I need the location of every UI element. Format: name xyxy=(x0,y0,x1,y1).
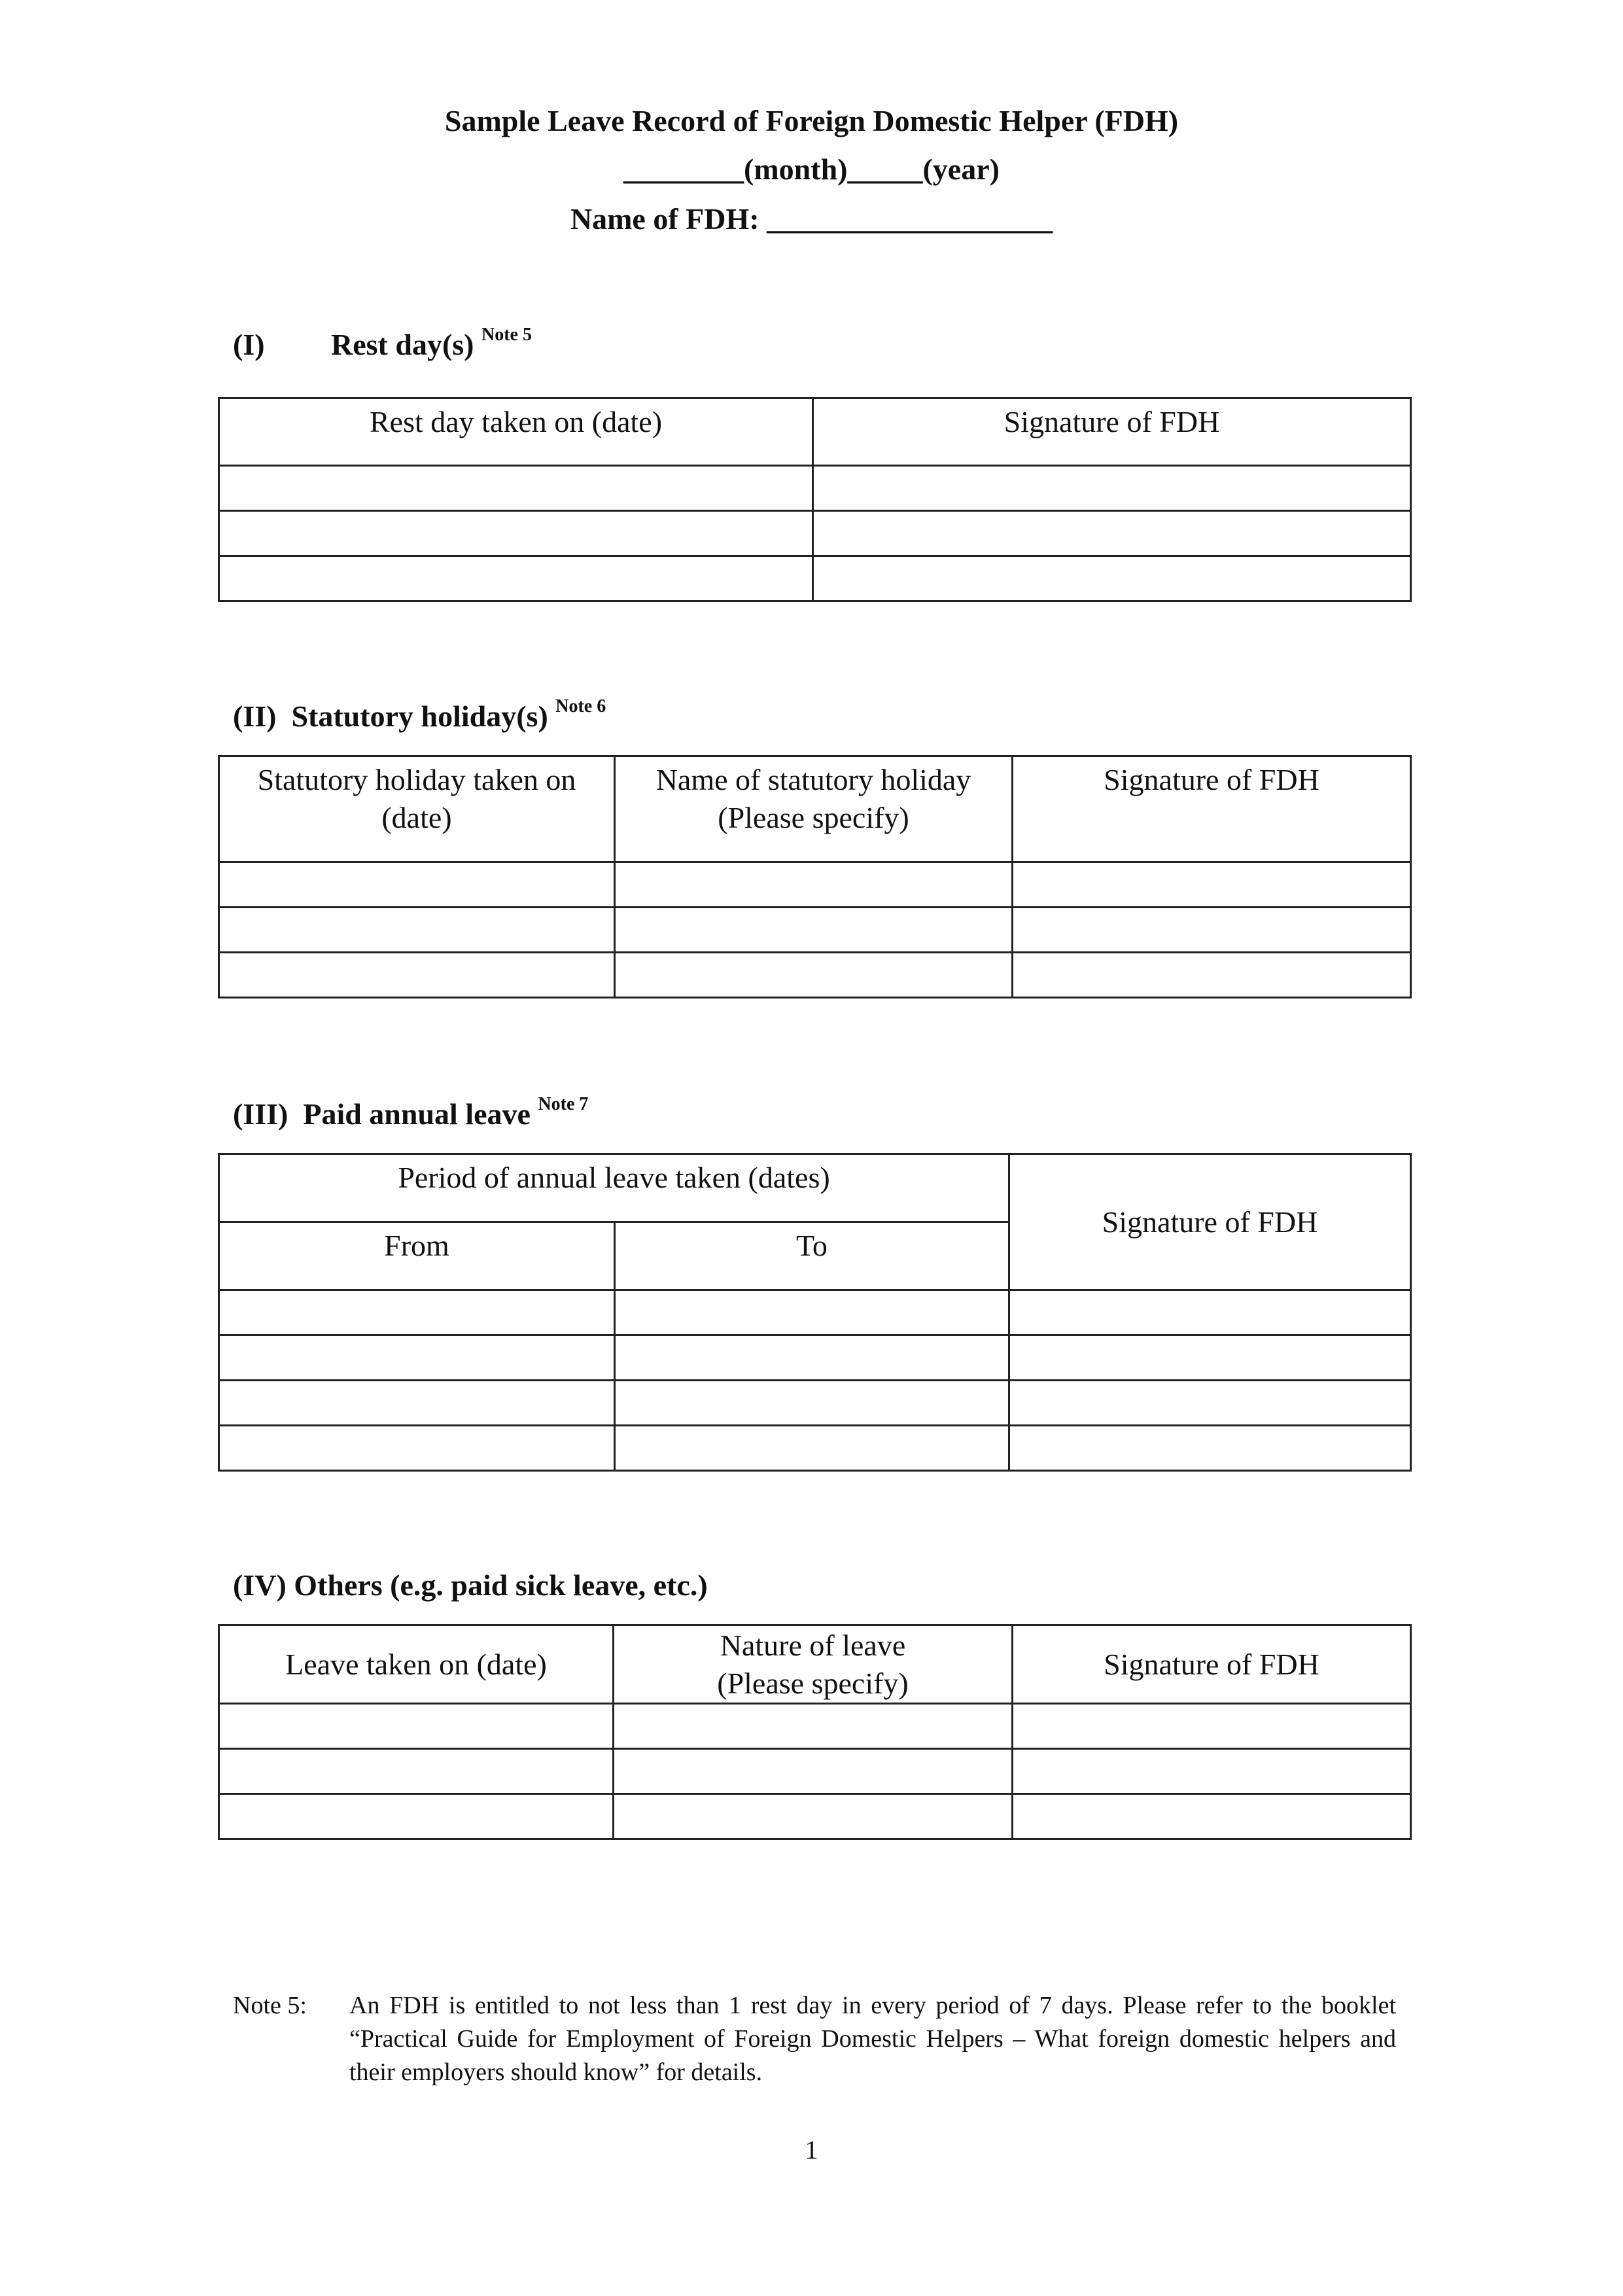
rest-day-signature-cell[interactable] xyxy=(813,511,1411,556)
other-leave-date-header: Leave taken on (date) xyxy=(219,1625,614,1704)
annual-leave-signature-cell[interactable] xyxy=(1009,1381,1411,1426)
section-4-number: (IV) xyxy=(233,1568,287,1602)
holiday-name-cell[interactable] xyxy=(615,953,1013,998)
section-1-number: (I) xyxy=(233,328,265,361)
other-leave-nature-cell[interactable] xyxy=(614,1749,1013,1794)
other-leave-nature-cell[interactable] xyxy=(614,1794,1013,1839)
annual-leave-table xyxy=(218,1153,1412,1472)
holiday-signature-cell[interactable] xyxy=(1013,862,1411,908)
table-row xyxy=(219,1290,1411,1335)
document-title: Sample Leave Record of Foreign Domestic Helper (FDH) xyxy=(444,104,1179,137)
annual-leave-signature-cell[interactable] xyxy=(1009,1335,1411,1381)
holiday-signature-cell[interactable] xyxy=(1013,908,1411,953)
other-leave-date-cell[interactable] xyxy=(219,1794,614,1839)
annual-leave-signature-header: Signature of FDH xyxy=(1009,1154,1411,1290)
annual-leave-from-cell[interactable] xyxy=(219,1426,615,1471)
annual-leave-to-header: To xyxy=(615,1222,1009,1290)
table-row xyxy=(219,1381,1411,1426)
other-leave-table xyxy=(218,1624,1412,1840)
section-4-heading xyxy=(233,1568,708,1602)
annual-leave-from-cell[interactable] xyxy=(219,1290,615,1335)
holiday-name-cell[interactable] xyxy=(615,908,1013,953)
table-row xyxy=(219,1794,1411,1839)
rest-day-signature-cell[interactable] xyxy=(813,556,1411,601)
other-leave-nature-header: Nature of leave (Please specify) xyxy=(614,1625,1013,1704)
footnote-label: Note 5: xyxy=(233,1992,307,2019)
holiday-date-cell[interactable] xyxy=(219,908,615,953)
section-3-note-ref: Note 7 xyxy=(538,1094,589,1114)
month-year-line: ________(month)_____(year) xyxy=(623,152,1000,186)
fdh-name-line: Name of FDH: ___________________ xyxy=(570,202,1053,236)
holiday-date-header: Statutory holiday taken on (date) xyxy=(219,756,615,862)
other-leave-signature-cell[interactable] xyxy=(1013,1794,1411,1839)
rest-day-signature-cell[interactable] xyxy=(813,466,1411,511)
holiday-signature-cell[interactable] xyxy=(1013,953,1411,998)
section-2-number: (II) xyxy=(233,699,277,733)
other-leave-signature-header: Signature of FDH xyxy=(1013,1625,1411,1704)
section-2-title: Statutory holiday(s) xyxy=(291,699,548,733)
annual-leave-signature-cell[interactable] xyxy=(1009,1290,1411,1335)
rest-day-date-cell[interactable] xyxy=(219,511,813,556)
other-leave-nature-cell[interactable] xyxy=(614,1704,1013,1749)
table-row xyxy=(219,862,1411,908)
annual-leave-to-cell[interactable] xyxy=(615,1426,1009,1471)
rest-day-table xyxy=(218,397,1412,602)
holiday-name-header: Name of statutory holiday (Please specify) xyxy=(615,756,1013,862)
annual-leave-to-cell[interactable] xyxy=(615,1381,1009,1426)
section-2-note-ref: Note 6 xyxy=(555,696,606,716)
annual-leave-from-cell[interactable] xyxy=(219,1381,615,1426)
annual-leave-period-header: Period of annual leave taken (dates) xyxy=(219,1154,1009,1222)
section-1-note-ref: Note 5 xyxy=(481,325,532,345)
rest-day-date-header: Rest day taken on (date) xyxy=(219,398,813,466)
section-1-heading xyxy=(233,327,532,362)
annual-leave-to-cell[interactable] xyxy=(615,1290,1009,1335)
table-row xyxy=(219,1426,1411,1471)
section-1-title: Rest day(s) xyxy=(331,328,474,361)
holiday-name-cell[interactable] xyxy=(615,862,1013,908)
annual-leave-from-cell[interactable] xyxy=(219,1335,615,1381)
annual-leave-signature-cell[interactable] xyxy=(1009,1426,1411,1471)
other-leave-date-cell[interactable] xyxy=(219,1749,614,1794)
table-row xyxy=(219,908,1411,953)
page-number: 1 xyxy=(805,2135,818,2164)
table-row xyxy=(219,556,1411,601)
annual-leave-from-header: From xyxy=(219,1222,615,1290)
table-row xyxy=(219,1704,1411,1749)
section-2-heading xyxy=(233,696,606,733)
section-4-title: Others (e.g. paid sick leave, etc.) xyxy=(294,1568,708,1602)
table-row xyxy=(219,466,1411,511)
section-3-heading xyxy=(233,1094,589,1131)
holiday-signature-header: Signature of FDH xyxy=(1013,756,1411,862)
section-3-number: (III) xyxy=(233,1097,288,1131)
rest-day-date-cell[interactable] xyxy=(219,466,813,511)
other-leave-signature-cell[interactable] xyxy=(1013,1704,1411,1749)
annual-leave-to-cell[interactable] xyxy=(615,1335,1009,1381)
holiday-date-cell[interactable] xyxy=(219,862,615,908)
table-row xyxy=(219,1335,1411,1381)
statutory-holiday-table xyxy=(218,755,1412,998)
footnote-text: An FDH is entitled to not less than 1 rest day in every period of 7 days. Please refer to the booklet “Practical Guide for Employment of Foreign Domestic Helpers – What foreign domestic helpers and their employers should know” for details. xyxy=(349,1992,1396,2086)
table-row xyxy=(219,511,1411,556)
section-3-title: Paid annual leave xyxy=(303,1097,531,1131)
rest-day-date-cell[interactable] xyxy=(219,556,813,601)
table-row xyxy=(219,953,1411,998)
other-leave-date-cell[interactable] xyxy=(219,1704,614,1749)
rest-day-signature-header: Signature of FDH xyxy=(813,398,1411,466)
other-leave-signature-cell[interactable] xyxy=(1013,1749,1411,1794)
holiday-date-cell[interactable] xyxy=(219,953,615,998)
table-row xyxy=(219,1749,1411,1794)
